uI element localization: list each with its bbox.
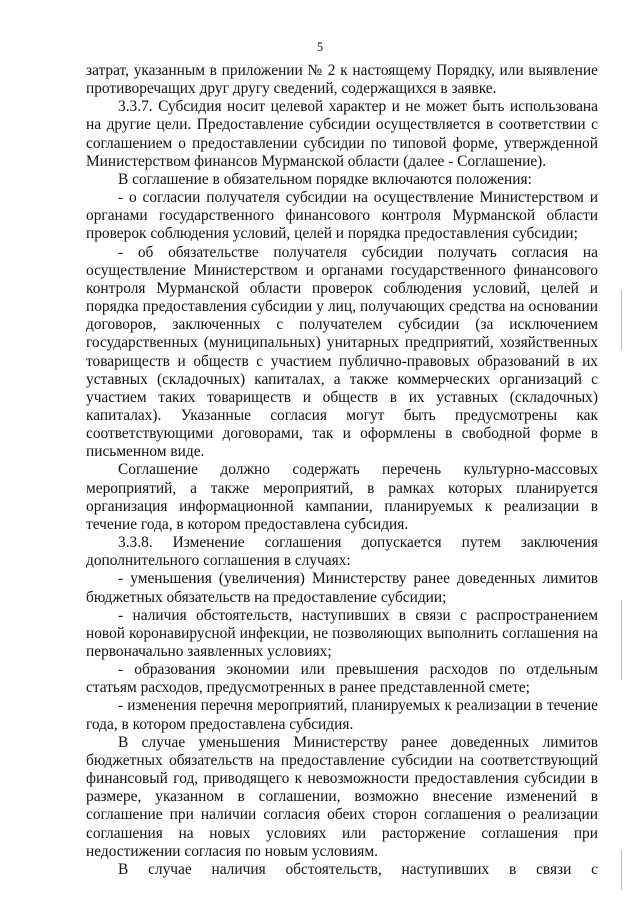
paragraph: - образования экономии или превышения расходов по отдельным статьям расходов, предусмотренных в ранее представленной смете; — [86, 661, 598, 697]
scan-edge-mark — [621, 600, 622, 680]
paragraph: - о согласии получателя субсидии на осуществление Министерством и органами государственного финансового контроля Мурманской области проверок соблюдения условий, целей и порядка предоставления субсидии; — [86, 189, 598, 243]
page-number: 5 — [316, 40, 324, 54]
paragraph: В случае уменьшения Министерству ранее доведенных лимитов бюджетных обязательств на предоставление субсидии на соответствующий финансовый год, приводящего к невозможности предоставления субсидии в размере, указанном в соглашении, возможно внесение изменений в соглашение при наличии согласия обеих сторон соглашения о реализации соглашения на новых условиях или расторжение соглашения при недостижении согласия по новым условиям. — [86, 733, 598, 860]
paragraph: 3.3.7. Субсидия носит целевой характер и не может быть использована на другие цели. Предоставление субсидии осуществляется в соответствии с соглашением о предоставлении субсидии по типовой форме, утвержденной Министерством финансов Мурманской области (далее - Соглашение). — [86, 98, 598, 170]
paragraph: - об обязательстве получателя субсидии получать согласия на осуществление Министерством и органами государственного финансового контроля Мурманской области проверок соблюдения условий, целей и порядка предоставления субсидии у лиц, получающих средства на основании договоров, заключенных с получателем субсидии (за исключением государственных (муниципальных) унитарных предприятий, хозяйственных товариществ и обществ с участием публично-правовых образований в их уставных (складочных) капиталах, а также коммерческих организаций с участием таких товариществ и обществ в их уставных (складочных) капиталах). Указанные согласия могут быть предусмотрены как соответствующими договорами, так и оформлены в свободной форме в письменном виде. — [86, 243, 598, 461]
scan-edge-mark — [621, 850, 622, 890]
paragraph: - изменения перечня мероприятий, планируемых к реализации в течение года, в котором предоставлена субсидия. — [86, 697, 598, 733]
paragraph: - наличия обстоятельств, наступивших в связи с распространением новой коронавирусной инфекции, не позволяющих выполнить соглашения на первоначально заявленных условиях; — [86, 606, 598, 660]
paragraph: затрат, указанным в приложении № 2 к настоящему Порядку, или выявление противоречащих друг другу сведений, содержащихся в заявке. — [86, 62, 598, 98]
paragraph: 3.3.8. Изменение соглашения допускается путем заключения дополнительного соглашения в случаях: — [86, 534, 598, 570]
document-body — [86, 62, 598, 879]
paragraph: Соглашение должно содержать перечень культурно-массовых мероприятий, а также мероприятий, в рамках которых планируется организация информационной кампании, планируемых к реализации в течение года, в котором предоставлена субсидия. — [86, 461, 598, 533]
scan-edge-mark — [621, 290, 622, 350]
paragraph: В случае наличия обстоятельств, наступивших в связи с — [118, 860, 598, 878]
paragraph: В соглашение в обязательном порядке включаются положения: — [118, 170, 532, 188]
paragraph: - уменьшения (увеличения) Министерству ранее доведенных лимитов бюджетных обязательств на предоставление субсидии; — [86, 570, 598, 606]
